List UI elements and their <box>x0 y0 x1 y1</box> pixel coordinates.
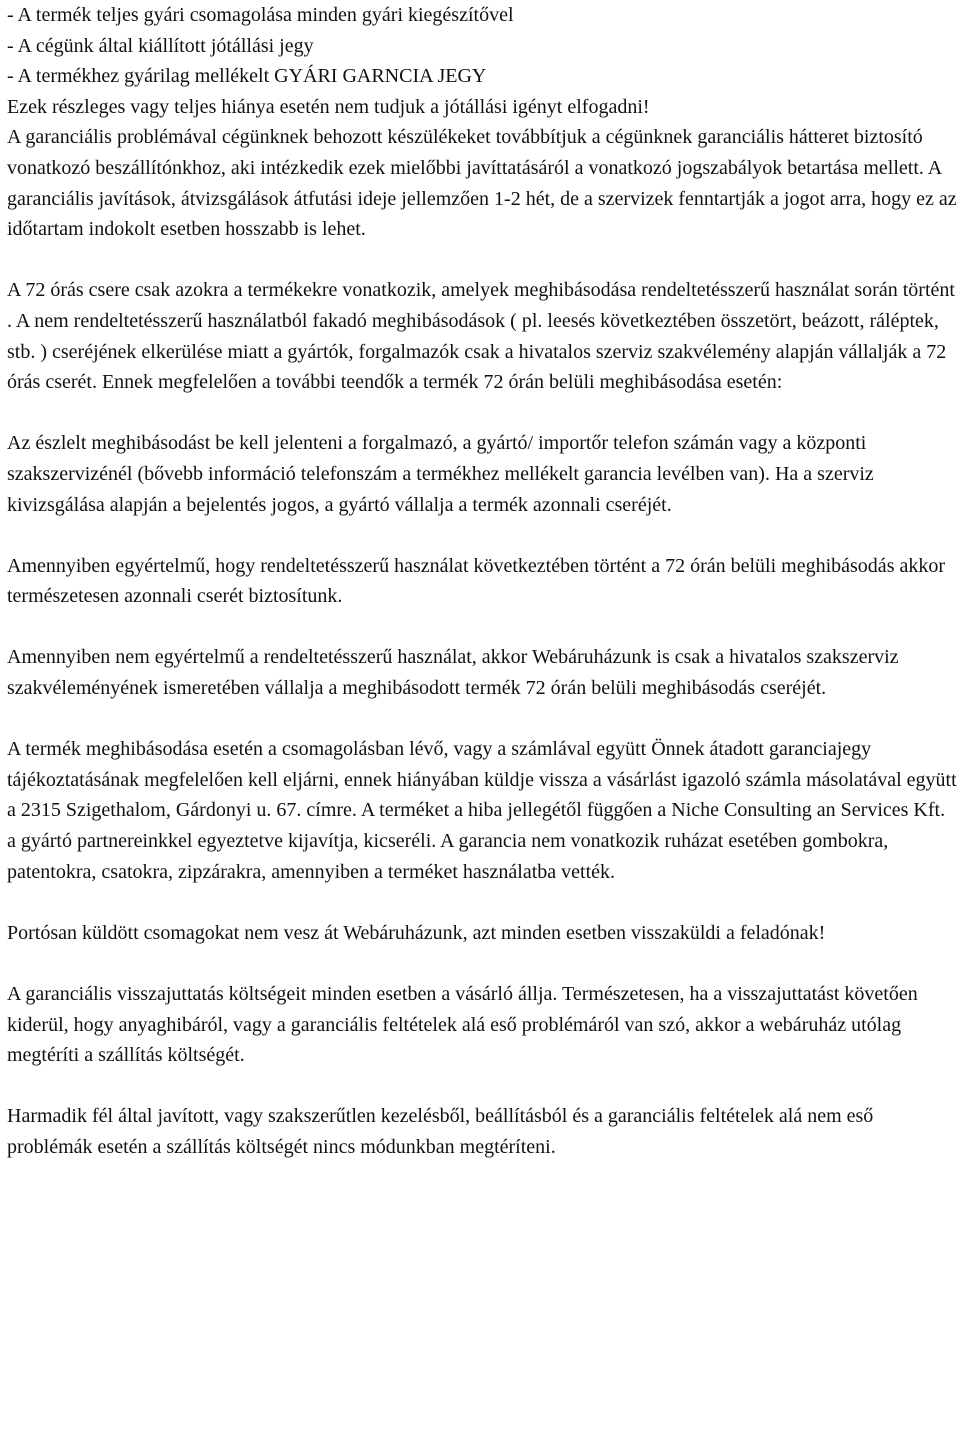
paragraph <box>7 642 957 703</box>
paragraph-text: Ennek megfelelően a további teendők a termék 72 órán belüli meghibásodása esetén: <box>96 371 783 394</box>
paragraph-text: A termék meghibásodása esetén a csomagolásban lévő, vagy a számlával együtt Önnek átadott garanciajegy tájékoztatásának megfelelően kell eljárni, ennek hiányában küldje vissza a vásárlást igazoló számla másolatával együtt a 2315 Szigethalom, Gárdonyi u. 67. címre. <box>7 738 957 822</box>
paragraph <box>7 734 957 887</box>
paragraph-text: Portósan küldött csomagokat nem vesz át Webáruházunk, azt minden esetben visszaküldi a feladónak! <box>7 921 826 944</box>
paragraph <box>7 428 957 520</box>
paragraph-text: A garanciális problémával cégünknek behozott készülékeket továbbítjuk a cégünknek garanciális hátteret biztosító vonatkozó beszállítónkhoz, aki intézkedik ezek mielőbbi javíttatásáról a vonatkozó jogszabályok betartása mellett. <box>7 126 924 179</box>
paragraph <box>7 918 957 949</box>
paragraph-text: Természetesen, ha a visszajuttatást követően kiderül, hogy anyaghibáról, vagy a garanciális feltételek alá eső problémáról van szó, akkor a webáruház utólag megtéríti a szállítás költségét. <box>7 983 918 1067</box>
list-item: - A cégünk által kiállított jótállási jegy <box>7 34 314 57</box>
paragraph-text: Ha a szerviz kivizsgálása alapján a bejelentés jogos, a gyártó vállalja a termék azonnali cseréjét. <box>7 462 874 516</box>
paragraph <box>7 979 957 1071</box>
paragraph-text: Harmadik fél által javított, vagy szakszerűtlen kezelésből, beállításból és a garanciális feltételek alá nem eső problémák esetén a szállítás költségét nincs módunkban megtéríteni. <box>7 1105 874 1158</box>
paragraph <box>7 551 957 612</box>
paragraph-text: Amennyiben nem egyértelmű a rendeltetésszerű használat, akkor Webáruházunk is csak a hivatalos szakszerviz szakvéleményének ismeretében vállalja a meghibásodott termék 72 órán belüli meghibásodás cseréjét. <box>7 646 899 700</box>
paragraph-text: A garanciális visszajuttatás költségeit minden esetben a vásárló állja. <box>7 983 558 1005</box>
paragraph-text: A garanciális javítások, átvizsgálások átfutási ideje jellemzően 1-2 hét, de a szervizek fenntartják a jogot arra, hogy ez az időtartam indokolt esetben hosszabb is lehet. <box>7 156 957 241</box>
list-item: - A termékhez gyárilag mellékelt GYÁRI GARNCIA JEGY <box>7 65 487 88</box>
paragraph-text: A terméket a hiba jellegétől függően a Niche Consulting an Services Kft. a gyártó partnereinkkel egyeztetve kijavítja, kicseréli. <box>7 799 946 853</box>
paragraph <box>7 1101 957 1162</box>
list-note: Ezek részleges vagy teljes hiánya esetén nem tudjuk a jótállási igényt elfogadni! <box>7 95 650 118</box>
list-item: - A termék teljes gyári csomagolása minden gyári kiegészítővel <box>7 4 514 26</box>
paragraph-text: A 72 órás csere csak azokra a termékekre vonatkozik, amelyek meghibásodása rendeltetésszerű használat során történt . <box>7 279 955 332</box>
paragraph-text: A nem rendeltetésszerű használatból fakadó meghibásodások ( pl. leesés következtében összetört, beázott, ráléptek, stb. ) cseréjének elkerülése miatt a gyártók, forgalmazók csak a hivatalos szerviz szakvélemény alapján vállalják a 72 órás cserét. <box>7 309 947 394</box>
paragraph-text: A garancia nem vonatkozik ruházat esetében gombokra, patentokra, csatokra, zipzárakra, amennyiben a terméket használatba vették. <box>7 830 889 883</box>
document-body <box>7 0 957 1163</box>
paragraph-text: Az észlelt meghibásodást be kell jelenteni a forgalmazó, a gyártó/ importőr telefon számán vagy a központi szakszervizénél (bővebb információ telefonszám a termékhez mellékelt garancia levélben van). <box>7 432 867 485</box>
paragraph <box>7 275 957 397</box>
paragraph-text: Amennyiben egyértelmű, hogy rendeltetésszerű használat következtében történt a 72 órán belüli meghibásodás akkor természetesen azonnali cserét biztosítunk. <box>7 554 946 608</box>
paragraph <box>7 122 957 244</box>
